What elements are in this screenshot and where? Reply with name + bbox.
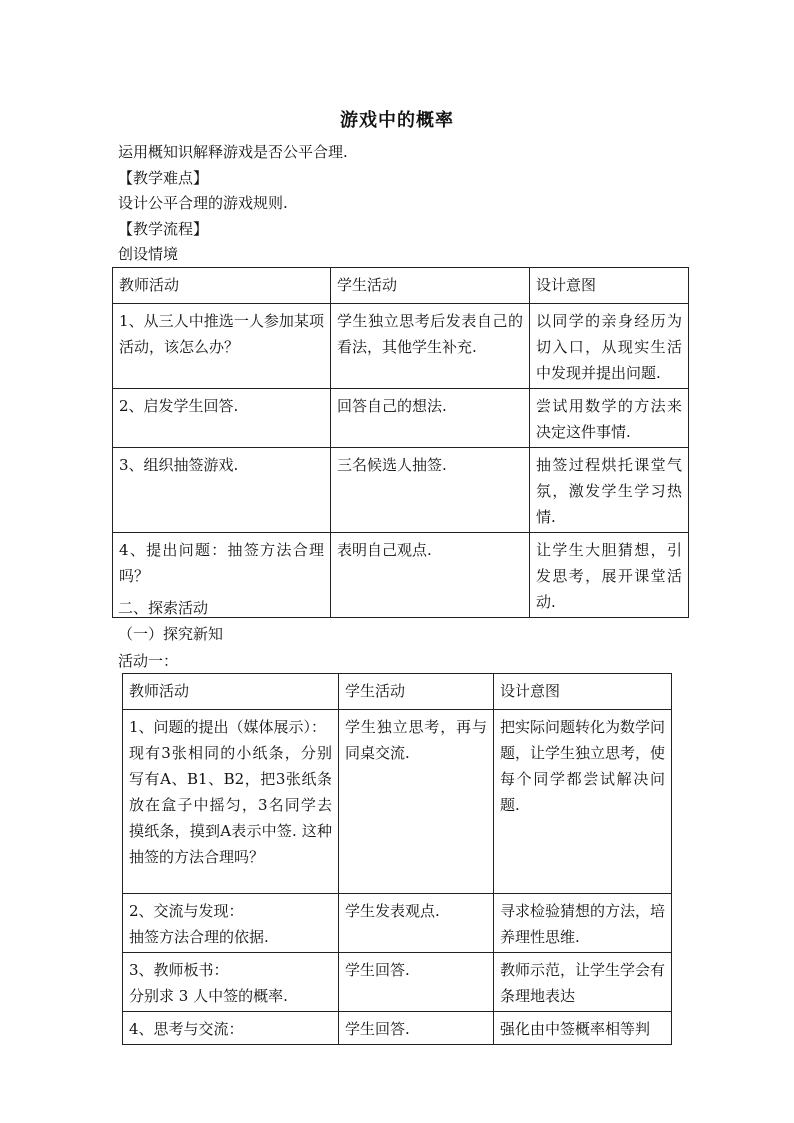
flow-heading: 【教学流程】 [118, 220, 209, 238]
difficulty-text: 设计公平合理的游戏规则. [118, 194, 288, 212]
header-student: 学生活动 [331, 268, 530, 304]
cell-student: 学生独立思考后发表自己的看法，其他学生补充. [331, 304, 530, 389]
difficulty-heading: 【教学难点】 [118, 169, 209, 187]
header-student: 学生活动 [339, 674, 494, 710]
cell-teacher: 3、教师板书： 分别求 3 人中签的概率. [123, 953, 339, 1012]
header-teacher: 教师活动 [113, 268, 331, 304]
lesson-table-2 [122, 673, 672, 1045]
header-teacher: 教师活动 [123, 674, 339, 710]
activity-one-label: 活动一： [118, 652, 179, 670]
cell-student: 三名候选人抽签. [331, 448, 530, 533]
cell-teacher: 1、问题的提出（媒体展示）： 现有3张相同的小纸条，分别写有A、B1、B2，把3张纸条放在盒子中摇匀，3名同学去摸纸条，摸到A表示中签. 这种抽签的方法合理吗？ [123, 710, 339, 894]
cell-intent: 教师示范，让学生学会有条理地表达 [494, 953, 672, 1012]
section-create-scenario: 创设情境 [118, 245, 179, 263]
cell-student: 学生独立思考，再与同桌交流. [339, 710, 494, 894]
header-intent: 设计意图 [494, 674, 672, 710]
cell-teacher: 2、交流与发现： 抽签方法合理的依据. [123, 894, 339, 953]
cell-intent: 尝试用数学的方法来决定这件事情. [530, 389, 689, 448]
cell-student: 表明自己观点. [331, 533, 530, 618]
cell-student: 学生发表观点. [339, 894, 494, 953]
table-row [123, 894, 672, 953]
cell-teacher: 3、组织抽签游戏. [113, 448, 331, 533]
header-intent: 设计意图 [530, 268, 689, 304]
objective-text: 运用概知识解释游戏是否公平合理. [118, 143, 348, 161]
cell-student: 学生回答. [339, 1012, 494, 1045]
cell-intent: 把实际问题转化为数学问题，让学生独立思考，使每个同学都尝试解决问题. [494, 710, 672, 894]
cell-teacher: 4、提出问题：抽签方法合理吗？ [113, 533, 331, 618]
cell-intent: 强化由中签概率相等判 [494, 1012, 672, 1045]
cell-teacher: 1、从三人中推选一人参加某项活动，该怎么办？ [113, 304, 331, 389]
section-explore: 二、探索活动 [118, 599, 209, 617]
table-row [113, 448, 689, 533]
lesson-table-1 [112, 267, 689, 618]
cell-intent: 抽签过程烘托课堂气氛，激发学生学习热情. [530, 448, 689, 533]
cell-student: 回答自己的想法. [331, 389, 530, 448]
cell-intent: 寻求检验猜想的方法，培养理性思维. [494, 894, 672, 953]
table-row [123, 710, 672, 894]
cell-intent: 让学生大胆猜想，引发思考，展开课堂活动. [530, 533, 689, 618]
table-row [123, 953, 672, 1012]
table-row [113, 304, 689, 389]
cell-teacher: 4、思考与交流： [123, 1012, 339, 1045]
table-row [113, 389, 689, 448]
table-header-row [113, 268, 689, 304]
cell-teacher: 2、启发学生回答. [113, 389, 331, 448]
table-row [123, 1012, 672, 1045]
cell-student: 学生回答. [339, 953, 494, 1012]
cell-intent: 以同学的亲身经历为切入口，从现实生活中发现并提出问题. [530, 304, 689, 389]
subsection-explore-new: （一）探究新知 [118, 625, 224, 643]
table-header-row [123, 674, 672, 710]
page-title: 游戏中的概率 [340, 110, 454, 131]
